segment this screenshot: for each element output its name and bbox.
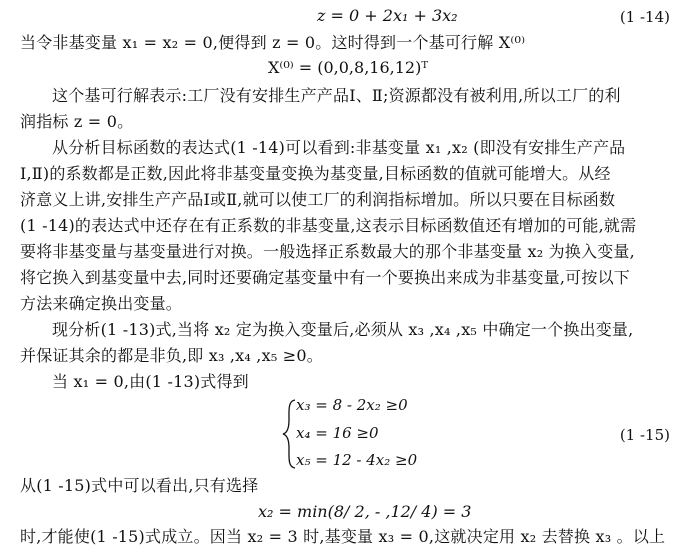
paragraph-interpretation-line-2: 润指标 z = 0。: [20, 112, 134, 131]
paragraph-interpretation-line-1: 这个基可行解表示:工厂没有安排生产产品Ⅰ、Ⅱ;资源都没有被利用,所以工厂的利: [52, 86, 621, 105]
system-equation-x5: x₅ = 12 - 4x₂ ≥0: [296, 451, 418, 469]
system-equation-x4: x₄ = 16 ≥0: [296, 424, 379, 442]
paragraph-analysis-line-3: 济意义上讲,安排生产产品Ⅰ或Ⅱ,就可以使工厂的利润指标增加。所以只要在目标函数: [20, 190, 616, 209]
min-ratio-equation: x₂ = min(8/ 2, - ,12/ 4) = 3: [258, 502, 472, 521]
paragraph-analysis-line-1: 从分析目标函数的表达式(1 -14)可以看到:非基变量 x₁ ,x₂ (即没有安排生产产品: [52, 138, 626, 157]
paragraph-analysis-line-7: 方法来确定换出变量。: [20, 294, 183, 313]
system-equation-x3: x₃ = 8 - 2x₂ ≥0: [296, 396, 408, 414]
equation-number-1-15: (1 -15): [619, 426, 670, 444]
x0-vector-equation: X⁽⁰⁾ = (0,0,8,16,12)ᵀ: [268, 58, 429, 77]
paragraph-analysis-line-4: (1 -14)的表达式中还存在有正系数的非基变量,这表示目标函数值还有增加的可能,就需: [20, 216, 637, 235]
paragraph-entering-variable-line-1: 现分析(1 -13)式,当将 x₂ 定为换入变量后,必须从 x₃ ,x₄ ,x₅ 中确定一个换出变量,: [52, 320, 634, 339]
paragraph-analysis-line-2: Ⅰ,Ⅱ)的系数都是正数,因此将非基变量变换为基变量,目标函数的值就可能增大。从经: [20, 164, 611, 183]
paragraph-basic-solution: 当令非基变量 x₁ = x₂ = 0,便得到 z = 0。这时得到一个基可行解 X⁽⁰⁾: [20, 33, 526, 52]
paragraph-x1-zero: 当 x₁ = 0,由(1 -13)式得到: [52, 372, 249, 391]
paragraph-selection: 从(1 -15)式中可以看出,只有选择: [20, 476, 259, 495]
paragraph-analysis-line-5: 要将非基变量与基变量进行对换。一般选择正系数最大的那个非基变量 x₂ 为换入变量,: [20, 242, 635, 261]
equation-1-14: z = 0 + 2x₁ + 3x₂: [317, 6, 458, 25]
paragraph-conclusion: 时,才能使(1 -15)式成立。因当 x₂ = 3 时,基变量 x₃ = 0,这就决定用 x₂ 去替换 x₃ 。以上: [20, 527, 666, 546]
paragraph-analysis-line-6: 将它换入到基变量中去,同时还要确定基变量中有一个要换出来成为非基变量,可按以下: [20, 268, 630, 287]
equation-number-1-14: (1 -14): [619, 8, 670, 26]
paragraph-entering-variable-line-2: 并保证其余的都是非负,即 x₃ ,x₄ ,x₅ ≥0。: [20, 346, 323, 365]
